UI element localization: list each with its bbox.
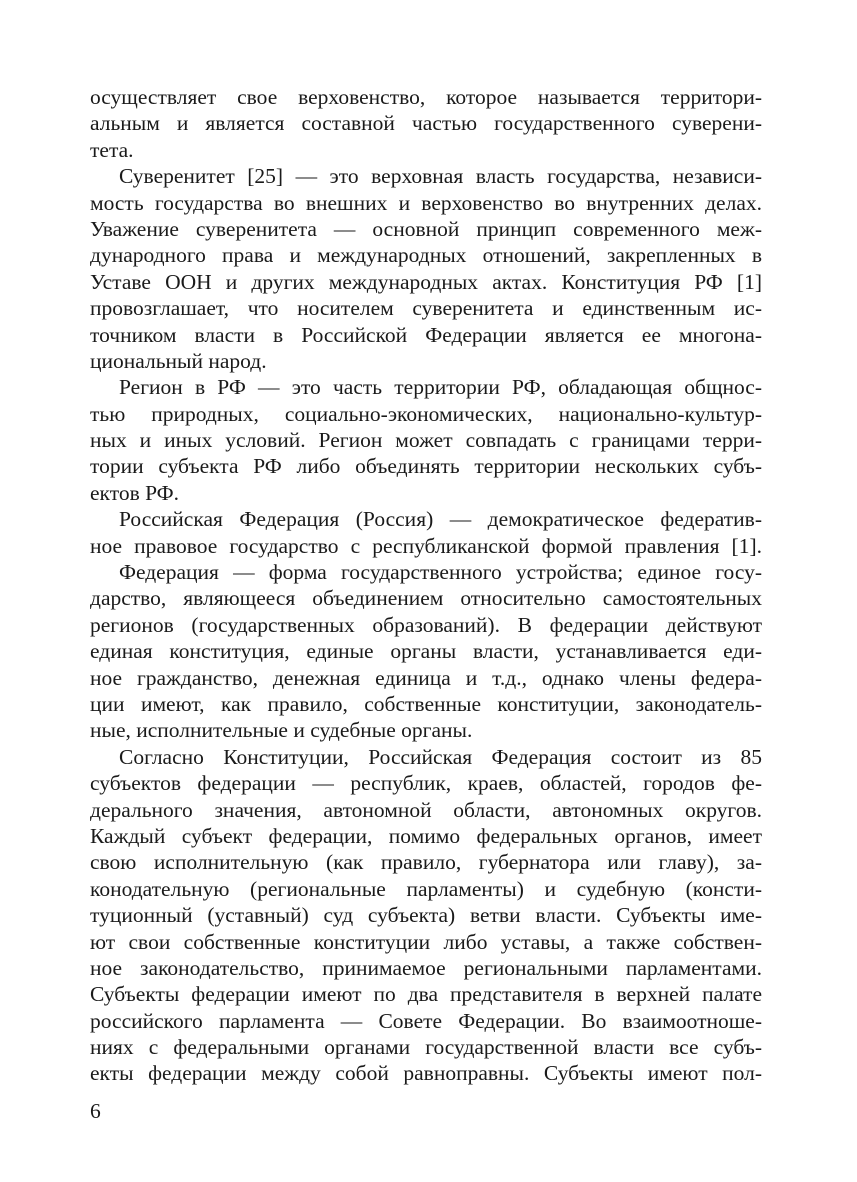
paragraph: [90, 374, 762, 506]
text-line: регионов (государственных образований). В федерации действуют: [90, 612, 762, 637]
text-line: екты федерации между собой равноправны. Субъекты имеют пол-: [90, 1061, 762, 1086]
text-line: ные, исполнительные и судебные органы.: [90, 718, 473, 743]
text-line: субъектов федерации — республик, краев, областей, городов фе-: [90, 771, 762, 796]
text-line: Согласно Конституции, Российская Федерация состоит из 85: [119, 744, 762, 769]
paragraph: [90, 84, 762, 163]
text-line: российского парламента — Совете Федерации. Во взаимоотноше-: [90, 1008, 762, 1033]
paragraph: [90, 744, 762, 1087]
text-line: ное законодательство, принимаемое региональными парламентами.: [90, 955, 762, 980]
text-line: Уважение суверенитета — основной принцип современного меж-: [90, 216, 762, 241]
text-line: тета.: [90, 137, 134, 162]
page-number: 6: [90, 1099, 101, 1123]
body-text: [90, 84, 762, 1087]
text-line: Федерация — форма государственного устройства; единое госу-: [119, 560, 762, 585]
text-line: ют свои собственные конституции либо уставы, а также собствен-: [90, 929, 762, 954]
text-line: ции имеют, как правило, собственные конституции, законодатель-: [90, 691, 762, 716]
text-line: точником власти в Российской Федерации является ее многона-: [90, 322, 762, 347]
text-line: свою исполнительную (как правило, губернатора или главу), за-: [90, 850, 762, 875]
text-line: Суверенитет [25] — это верховная власть государства, независи-: [119, 164, 762, 189]
text-line: Регион в РФ — это часть территории РФ, обладающая общнос-: [119, 375, 762, 400]
text-line: туционный (уставный) суд субъекта) ветви власти. Субъекты име-: [90, 903, 762, 928]
text-line: единая конституция, единые органы власти, устанавливается еди-: [90, 639, 762, 664]
paragraph: [90, 506, 762, 559]
text-line: ное правовое государство с республиканской формой правления [1].: [90, 533, 762, 558]
paragraph: [90, 559, 762, 744]
text-line: провозглашает, что носителем суверенитета и единственным ис-: [90, 296, 762, 321]
paragraph: [90, 163, 762, 374]
text-line: альным и является составной частью государственного суверени-: [90, 111, 762, 136]
text-line: тью природных, социально-экономических, национально-культур-: [90, 401, 762, 426]
text-line: ных и иных условий. Регион может совпадать с границами терри-: [90, 428, 762, 453]
text-line: тории субъекта РФ либо объединять территории нескольких субъ-: [90, 454, 762, 479]
text-line: Уставе ООН и других международных актах. Конституция РФ [1]: [90, 269, 762, 294]
text-line: ектов РФ.: [90, 480, 180, 505]
text-line: циональный народ.: [90, 348, 267, 373]
text-line: мость государства во внешних и верховенство во внутренних делах.: [90, 190, 762, 215]
text-line: Субъекты федерации имеют по два представителя в верхней палате: [90, 982, 762, 1007]
text-line: конодательную (региональные парламенты) и судебную (консти-: [90, 876, 762, 901]
text-line: ное гражданство, денежная единица и т.д., однако члены федера-: [90, 665, 762, 690]
text-line: дарство, являющееся объединением относительно самостоятельных: [90, 586, 762, 611]
text-line: ниях с федеральными органами государственной власти все субъ-: [90, 1035, 762, 1060]
text-line: осуществляет свое верховенство, которое называется территори-: [90, 85, 762, 109]
text-line: дународного права и международных отношений, закрепленных в: [90, 243, 762, 268]
text-line: Каждый субъект федерации, помимо федеральных органов, имеет: [90, 823, 762, 848]
text-line: Российская Федерация (Россия) — демократическое федератив-: [119, 507, 762, 532]
text-line: дерального значения, автономной области, автономных округов.: [90, 797, 762, 822]
